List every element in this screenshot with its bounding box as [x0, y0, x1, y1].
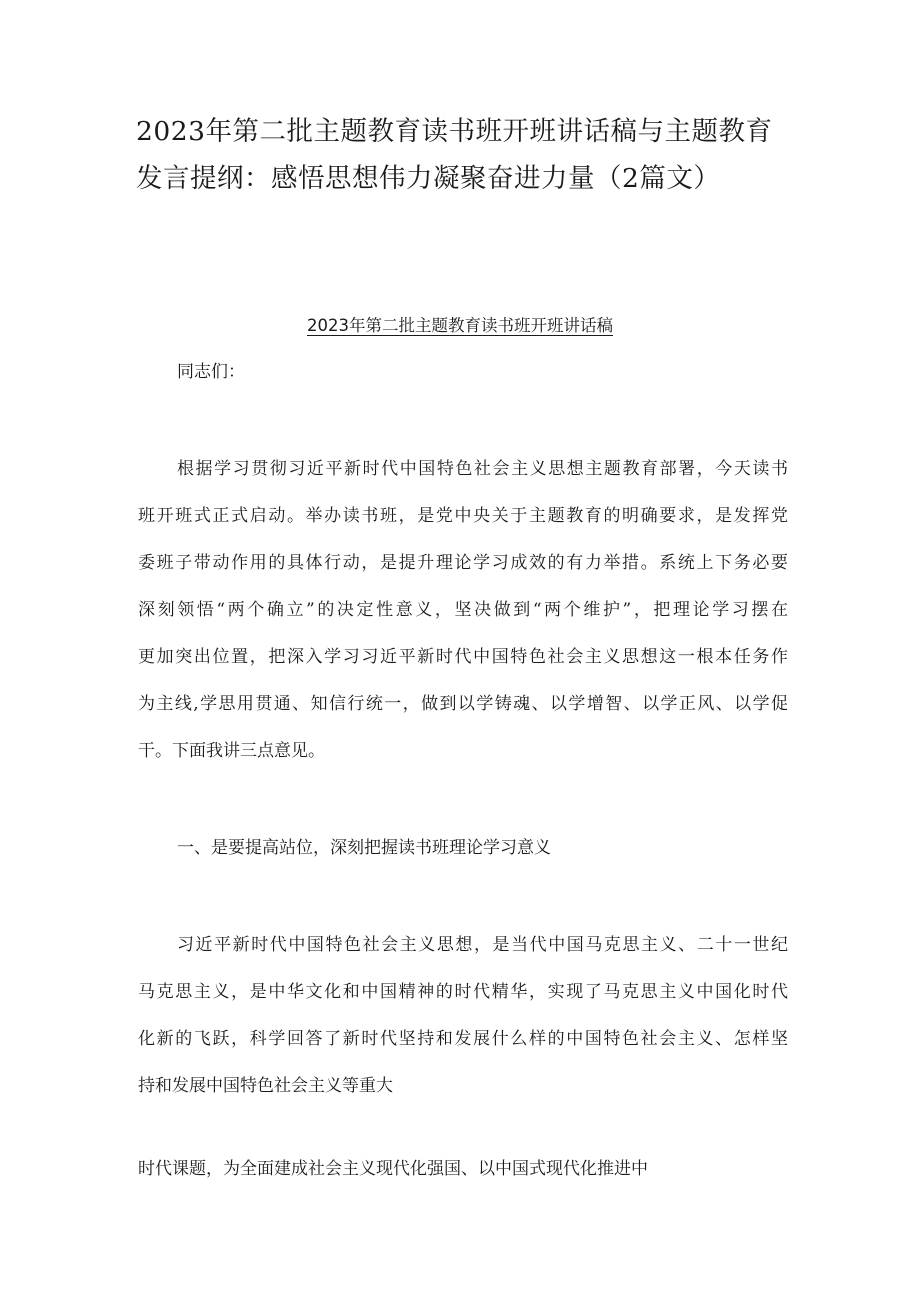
paragraph-1-line-7: 干。下面我讲三点意见。 [138, 741, 325, 761]
paragraph-1-line-5: 更加突出位置，把深入学习习近平新时代中国特色社会主义思想这一根本任务作 [138, 647, 788, 667]
document-title-line-2: 发言提纲：感悟思想伟力凝聚奋进力量（2篇文） [136, 163, 721, 194]
paragraph-1-line-4: 深刻领悟“两个确立”的决定性意义，坚决做到“两个维护”，把理论学习摆在 [138, 600, 788, 620]
paragraph-1-line-6: 为主线,学思用贯通、知信行统一，做到以学铸魂、以学增智、以学正风、以学促 [138, 694, 788, 714]
document-title [136, 108, 796, 202]
paragraph-2-line-2: 马克思主义，是中华文化和中国精神的时代精华，实现了马克思主义中国化时代 [138, 982, 788, 1002]
document-title-line-1: 2023年第二批主题教育读书班开班讲话稿与主题教育 [136, 116, 773, 147]
paragraph-2-line-3: 化新的飞跃，科学回答了新时代坚持和发展什么样的中国特色社会主义、怎样坚 [138, 1029, 788, 1049]
paragraph-3-line-1: 时代课题，为全面建成社会主义现代化强国、以中国式现代化推进中 [138, 1159, 648, 1179]
paragraph-1-line-2: 班开班式正式启动。举办读书班，是党中央关于主题教育的明确要求，是发挥党 [138, 506, 788, 526]
paragraph-1-line-3: 委班子带动作用的具体行动，是提升理论学习成效的有力举措。系统上下务必要 [138, 553, 788, 573]
salutation: 同志们： [177, 362, 245, 382]
paragraph-1-line-1: 根据学习贯彻习近平新时代中国特色社会主义思想主题教育部署，今天读书 [177, 459, 788, 479]
section-title [0, 314, 920, 338]
paragraph-2-line-4: 持和发展中国特色社会主义等重大 [138, 1076, 393, 1096]
section-title-text: 2023年第二批主题教育读书班开班讲话稿 [307, 316, 613, 335]
heading-1: 一、是要提高站位，深刻把握读书班理论学习意义 [177, 838, 551, 858]
paragraph-2-line-1: 习近平新时代中国特色社会主义思想，是当代中国马克思主义、二十一世纪 [177, 935, 788, 955]
